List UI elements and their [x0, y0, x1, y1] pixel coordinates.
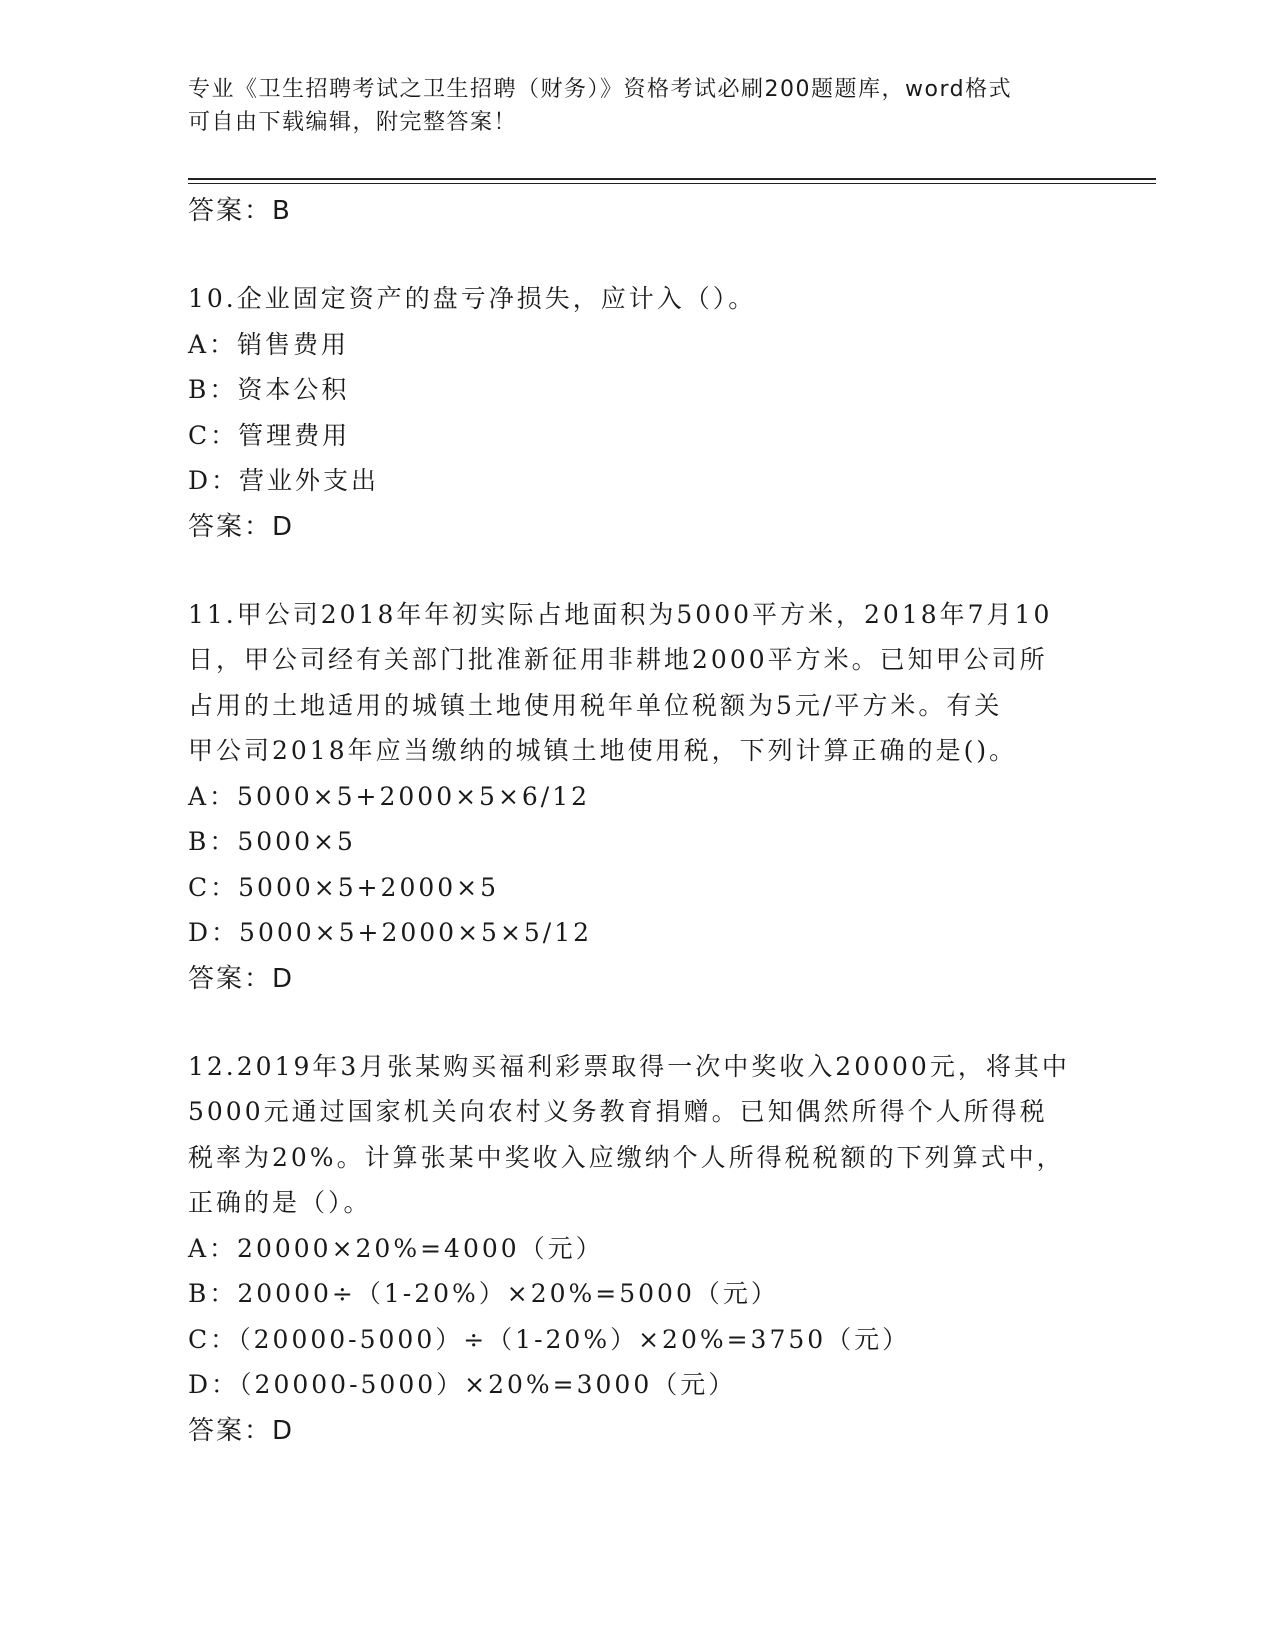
- answer-9: 答案：B: [188, 196, 292, 226]
- question-11-stem-line-3: 占用的土地适用的城镇土地使用税年单位税额为5元/平方米。有关: [188, 690, 1003, 720]
- question-10-stem: 10.企业固定资产的盘亏净损失，应计入（）。: [188, 284, 757, 313]
- question-11-stem-line-2: 日，甲公司经有关部门批准新征用非耕地2000平方米。已知甲公司所: [188, 645, 1048, 674]
- question-12-option-b: B：20000÷（1-20%）×20%=5000（元）: [188, 1279, 779, 1308]
- header-divider-thick: [188, 178, 1156, 180]
- question-11-option-b: B：5000×5: [188, 827, 356, 856]
- question-10: [188, 276, 1088, 550]
- question-12-option-a: A：20000×20%=4000（元）: [188, 1233, 604, 1263]
- question-12-stem-line-1: 12.2019年3月张某购买福利彩票取得一次中奖收入20000元，将其中: [188, 1051, 1070, 1081]
- question-12: [188, 1044, 1088, 1454]
- header-line-2: 可自由下载编辑，附完整答案！: [188, 110, 518, 135]
- question-11-option-c: C：5000×5+2000×5: [188, 872, 500, 902]
- question-10-option-c: C：管理费用: [188, 420, 351, 450]
- question-11-stem-line-4: 甲公司2018年应当缴纳的城镇土地使用税，下列计算正确的是()。: [188, 736, 1018, 765]
- question-12-option-d: D：（20000-5000）×20%=3000（元）: [188, 1370, 737, 1399]
- question-12-stem-line-4: 正确的是（）。: [188, 1188, 372, 1217]
- header-divider-thin: [188, 183, 1156, 184]
- question-10-answer: 答案：D: [188, 511, 295, 542]
- question-12-answer: 答案：D: [188, 1415, 295, 1446]
- question-11-option-a: A：5000×5+2000×5×6/12: [188, 781, 591, 811]
- question-10-option-a: A：销售费用: [188, 329, 350, 359]
- question-12-stem-line-3: 税率为20%。计算张某中奖收入应缴纳个人所得税税额的下列算式中，: [188, 1142, 1065, 1172]
- question-11-stem-line-1: 11.甲公司2018年年初实际占地面积为5000平方米，2018年7月10: [188, 599, 1053, 629]
- question-10-option-d: D：营业外支出: [188, 466, 380, 495]
- question-list: [188, 188, 1088, 1454]
- question-12-option-c: C：（20000-5000）÷（1-20%）×20%=3750（元）: [188, 1324, 911, 1354]
- header-line-1: 专业《卫生招聘考试之卫生招聘（财务）》资格考试必刷200题题库，word格式: [188, 77, 1013, 102]
- question-11-option-d: D：5000×5+2000×5×5/12: [188, 918, 593, 947]
- question-11-answer: 答案：D: [188, 963, 295, 994]
- document-header: [188, 73, 1088, 139]
- question-10-option-b: B：资本公积: [188, 375, 350, 404]
- question-12-stem-line-2: 5000元通过国家机关向农村义务教育捐赠。已知偶然所得个人所得税: [188, 1097, 1048, 1126]
- question-11: [188, 592, 1088, 1002]
